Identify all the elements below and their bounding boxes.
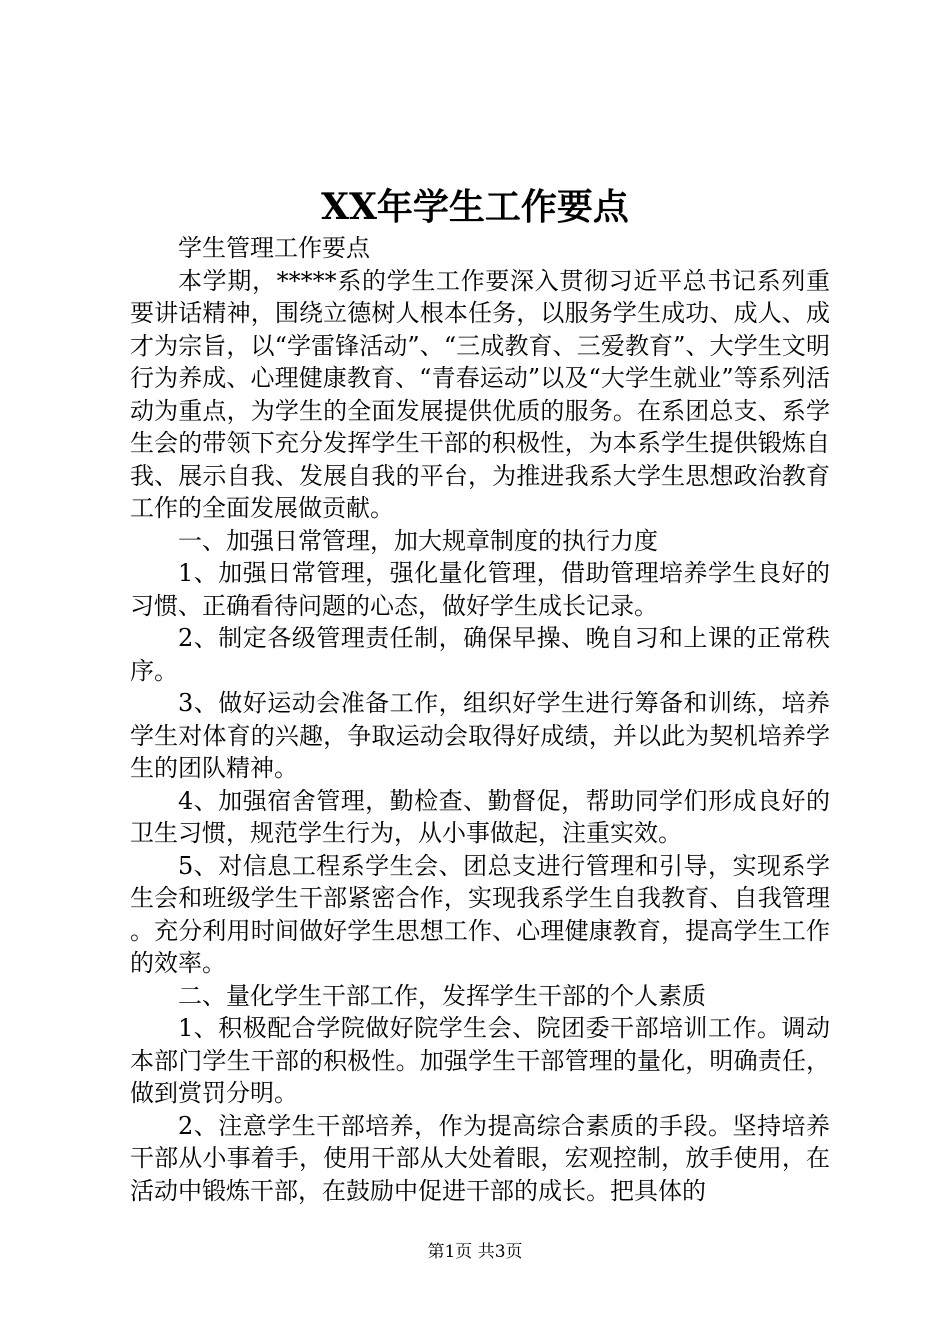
section-heading: 一、加强日常管理，加大规章制度的执行力度 (178, 526, 658, 555)
document-title: XX年学生工作要点 (321, 186, 629, 228)
list-item: 1、加强日常管理，强化量化管理，借助管理培养学生良好的习惯、正确看待问题的心态，做好学生成长记录。 (130, 559, 830, 620)
document-body (130, 232, 830, 1207)
list-item: 1、积极配合学院做好院学生会、院团委干部培训工作。调动本部门学生干部的积极性。加强学生干部管理的量化，明确责任，做到赏罚分明。 (130, 1014, 830, 1107)
list-item: 3、做好运动会准备工作，组织好学生进行筹备和训练，培养学生对体育的兴趣，争取运动会取得好成绩，并以此为契机培养学生的团队精神。 (130, 689, 830, 782)
list-item: 2、注意学生干部培养，作为提高综合素质的手段。坚持培养干部从小事着手，使用干部从大处着眼，宏观控制，放手使用，在活动中锻炼干部，在鼓励中促进干部的成长。把具体的 (130, 1111, 830, 1205)
section-heading: 二、量化学生干部工作，发挥学生干部的个人素质 (178, 981, 706, 1010)
section-heading: 学生管理工作要点 (178, 234, 370, 262)
page-footer: 第1页 共3页 (427, 1242, 523, 1262)
list-item: 4、加强宿舍管理，勤检查、勤督促，帮助同学们形成良好的卫生习惯，规范学生行为，从小事做起，注重实效。 (130, 786, 830, 847)
list-item: 2、制定各级管理责任制，确保早操、晚自习和上课的正常秩序。 (130, 624, 830, 685)
list-item: 5、对信息工程系学生会、团总支进行管理和引导，实现系学生会和班级学生干部紧密合作，实现我系学生自我教育、自我管理。充分利用时间做好学生思想工作、心理健康教育，提高学生工作的效率。 (130, 851, 830, 977)
intro-paragraph: 本学期，*****系的学生工作要深入贯彻习近平总书记系列重要讲话精神，围绕立德树人根本任务，以服务学生成功、成人、成才为宗旨，以“学雷锋活动”、“三成教育、三爱教育”、大学生文明行为养成、心理健康教育、“青春运动”以及“大学生就业”等系列活动为重点，为学生的全面发展提供优质的服务。在系团总支、系学生会的带领下充分发挥学生干部的积极性，为本系学生提供锻炼自我、展示自我、发展自我的平台，为推进我系大学生思想政治教育工作的全面发展做贡献。 (130, 266, 830, 522)
